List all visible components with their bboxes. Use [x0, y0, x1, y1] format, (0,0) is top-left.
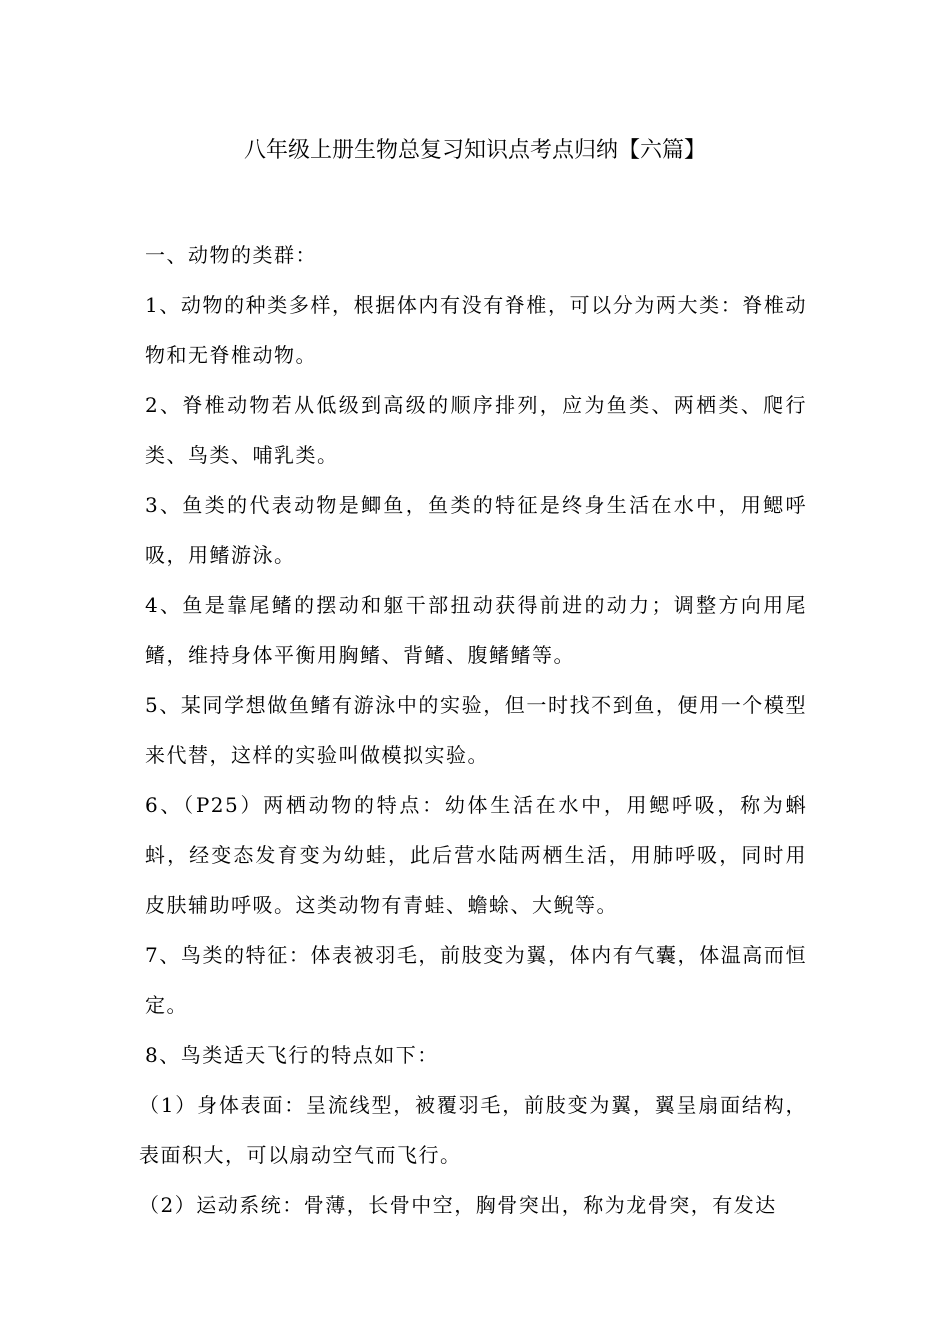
document-title: 八年级上册生物总复习知识点考点归纳【六篇】 [243, 138, 706, 163]
paragraph-7: 7、鸟类的特征：体表被羽毛，前肢变为翼，体内有气囊，体温高而恒定。 [145, 943, 807, 1017]
document-body [139, 230, 807, 1230]
paragraph-2: 2、脊椎动物若从低级到高级的顺序排列，应为鱼类、两栖类、爬行类、鸟类、哺乳类。 [145, 393, 807, 467]
paragraph-1: 1、动物的种类多样，根据体内有没有脊椎，可以分为两大类：脊椎动物和无脊椎动物。 [145, 293, 807, 367]
paragraph-6: 6、（P25）两栖动物的特点：幼体生活在水中，用鳃呼吸，称为蝌蚪，经变态发育变为幼蛙，此后营水陆两栖生活，用肺呼吸，同时用皮肤辅助呼吸。这类动物有青蛙、蟾蜍、大鲵等。 [145, 793, 807, 917]
sub-paragraph-2: （2）运动系统：骨薄，长骨中空，胸骨突出，称为龙骨突，有发达 [139, 1193, 777, 1217]
paragraph-3: 3、鱼类的代表动物是鲫鱼，鱼类的特征是终身生活在水中，用鳃呼吸，用鳍游泳。 [145, 493, 807, 567]
paragraph-8: 8、鸟类适天飞行的特点如下： [145, 1043, 439, 1067]
paragraph-5: 5、某同学想做鱼鳍有游泳中的实验，但一时找不到鱼，便用一个模型来代替，这样的实验叫做模拟实验。 [145, 693, 807, 767]
sub-paragraph-1: （1）身体表面：呈流线型，被覆羽毛，前肢变为翼，翼呈扇面结构，表面积大，可以扇动空气而飞行。 [139, 1093, 807, 1167]
paragraph-4: 4、鱼是靠尾鳍的摆动和躯干部扭动获得前进的动力；调整方向用尾鳍，维持身体平衡用胸鳍、背鳍、腹鳍鳍等。 [145, 593, 807, 667]
section-heading: 一、动物的类群： [145, 243, 317, 267]
